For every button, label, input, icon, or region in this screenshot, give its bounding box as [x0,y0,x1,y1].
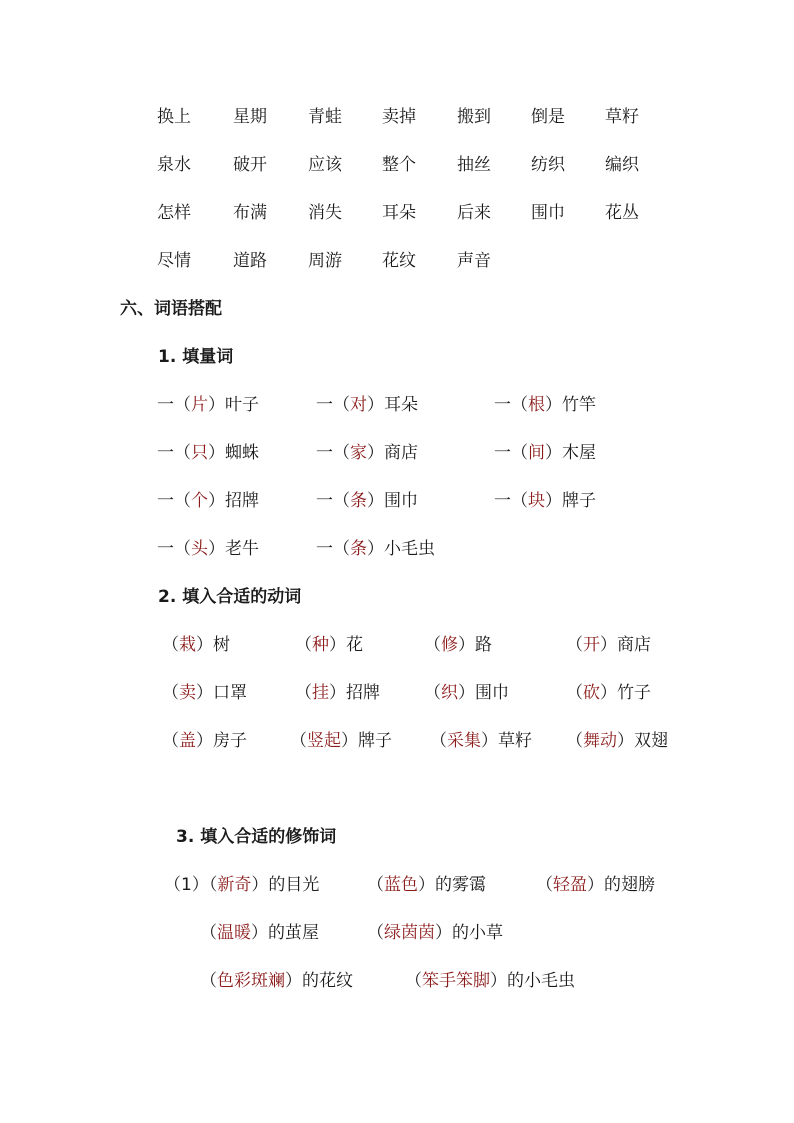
fill-item [424,634,492,656]
fill-item [157,538,259,560]
vocab-word: 抽丝 [457,155,491,175]
prompt-text: ）竹子 [600,683,651,703]
vocab-word: 耳朵 [382,203,416,223]
answer-text: 织 [441,683,458,703]
fill-item [536,874,655,896]
prompt-text: （ [566,683,583,703]
question-title: 3. 填入合适的修饰词 [176,827,337,847]
prompt-text: ）的小毛虫 [490,971,575,991]
fill-item [316,394,418,416]
vocab-word: 倒是 [531,107,565,127]
prompt-text: 一（ [316,491,350,511]
prompt-text: ）蜘蛛 [208,443,259,463]
answer-text: 新奇 [217,875,252,895]
prompt-text: ）竹竿 [545,395,596,415]
answer-text: 卖 [179,683,196,703]
prompt-text: ）老牛 [208,539,259,559]
answer-text: 块 [528,491,545,511]
prompt-text: ）牌子 [341,731,392,751]
vocab-word: 破开 [233,155,267,175]
vocab-word: 怎样 [157,203,191,223]
prompt-text: （ [200,923,217,943]
answer-text: 种 [312,635,329,655]
prompt-text: （ [162,683,179,703]
answer-text: 蓝色 [384,875,418,895]
fill-item [162,730,247,752]
fill-item [566,634,651,656]
prompt-text: （ [405,971,422,991]
answer-text: 竖起 [307,731,341,751]
vocab-word: 布满 [233,203,267,223]
fill-item [430,730,532,752]
answer-text: 条 [350,539,367,559]
answer-text: 对 [350,395,367,415]
prompt-text: 一（ [157,539,191,559]
vocab-word: 消失 [308,203,342,223]
vocab-word: 道路 [233,251,267,271]
answer-text: 盖 [179,731,196,751]
vocab-word: 星期 [233,107,267,127]
prompt-text: 一（ [157,395,191,415]
prompt-text: ）的目光 [251,875,320,895]
prompt-text: ）围巾 [458,683,509,703]
prompt-text: ）路 [458,635,492,655]
fill-item [200,970,353,992]
fill-item [367,922,503,944]
vocab-word: 青蛙 [308,107,342,127]
prompt-text: （1）（ [164,875,218,895]
vocab-word: 卖掉 [382,107,416,127]
answer-text: 轻盈 [553,875,587,895]
question-title: 1. 填量词 [158,347,234,367]
prompt-text: ）的雾霭 [418,875,486,895]
prompt-text: （ [367,923,384,943]
prompt-text: （ [290,731,307,751]
vocab-word: 应该 [308,155,342,175]
prompt-text: 一（ [494,443,528,463]
vocab-word: 换上 [157,107,191,127]
prompt-text: ）房子 [196,731,247,751]
answer-text: 温暖 [217,923,251,943]
fill-item [157,490,259,512]
fill-item [295,682,380,704]
prompt-text: ）木屋 [545,443,596,463]
prompt-text: 一（ [316,539,350,559]
vocab-word: 后来 [457,203,491,223]
vocab-word: 纺织 [531,155,565,175]
prompt-text: ）招牌 [329,683,380,703]
prompt-text: 一（ [316,443,350,463]
prompt-text: （ [162,731,179,751]
prompt-text: ）招牌 [208,491,259,511]
vocab-word: 围巾 [531,203,565,223]
prompt-text: 一（ [494,395,528,415]
prompt-text: ）的茧屋 [251,923,319,943]
fill-item [162,634,230,656]
prompt-text: ）耳朵 [367,395,418,415]
vocab-word: 草籽 [605,107,639,127]
prompt-text: ）围巾 [367,491,418,511]
prompt-text: ）的花纹 [285,971,353,991]
prompt-text: （ [430,731,447,751]
prompt-text: ）牌子 [545,491,596,511]
prompt-text: ）花 [329,635,363,655]
answer-text: 笨手笨脚 [422,971,490,991]
prompt-text: （ [566,635,583,655]
answer-text: 挂 [312,683,329,703]
prompt-text: ）树 [196,635,230,655]
answer-text: 色彩斑斓 [217,971,285,991]
fill-item [290,730,392,752]
prompt-text: （ [424,635,441,655]
section-title: 六、词语搭配 [120,299,222,319]
answer-text: 头 [191,539,208,559]
answer-text: 采集 [447,731,481,751]
fill-item [566,682,651,704]
fill-item [566,730,668,752]
answer-text: 只 [191,443,208,463]
answer-text: 栽 [179,635,196,655]
fill-item [164,874,319,896]
fill-item [367,874,486,896]
prompt-text: （ [566,731,583,751]
vocab-word: 泉水 [157,155,191,175]
vocab-word: 搬到 [457,107,491,127]
fill-item [494,394,596,416]
prompt-text: ）小毛虫 [367,539,435,559]
vocab-word: 花丛 [605,203,639,223]
prompt-text: （ [295,635,312,655]
prompt-text: （ [295,683,312,703]
prompt-text: 一（ [494,491,528,511]
answer-text: 家 [350,443,367,463]
vocab-word: 尽情 [157,251,191,271]
prompt-text: ）叶子 [208,395,259,415]
fill-item [424,682,509,704]
prompt-text: （ [162,635,179,655]
answer-text: 砍 [583,683,600,703]
fill-item [316,442,418,464]
prompt-text: （ [424,683,441,703]
answer-text: 修 [441,635,458,655]
vocab-word: 花纹 [382,251,416,271]
prompt-text: 一（ [316,395,350,415]
answer-text: 片 [191,395,208,415]
fill-item [295,634,363,656]
fill-item [162,682,247,704]
prompt-text: ）双翅 [617,731,668,751]
vocab-word: 编织 [605,155,639,175]
answer-text: 间 [528,443,545,463]
vocab-word: 声音 [457,251,491,271]
vocab-word: 整个 [382,155,416,175]
fill-item [200,922,319,944]
vocab-word: 周游 [308,251,342,271]
fill-item [157,394,259,416]
prompt-text: ）草籽 [481,731,532,751]
answer-text: 根 [528,395,545,415]
prompt-text: ）的翅膀 [587,875,655,895]
prompt-text: ）商店 [600,635,651,655]
fill-item [316,490,418,512]
fill-item [316,538,435,560]
answer-text: 个 [191,491,208,511]
prompt-text: ）口罩 [196,683,247,703]
prompt-text: （ [536,875,553,895]
answer-text: 开 [583,635,600,655]
prompt-text: 一（ [157,491,191,511]
fill-item [494,490,596,512]
prompt-text: （ [367,875,384,895]
answer-text: 舞动 [583,731,617,751]
fill-item [405,970,575,992]
prompt-text: 一（ [157,443,191,463]
answer-text: 绿茵茵 [384,923,435,943]
prompt-text: （ [200,971,217,991]
question-title: 2. 填入合适的动词 [158,587,302,607]
fill-item [157,442,259,464]
prompt-text: ）商店 [367,443,418,463]
prompt-text: ）的小草 [435,923,503,943]
fill-item [494,442,596,464]
answer-text: 条 [350,491,367,511]
